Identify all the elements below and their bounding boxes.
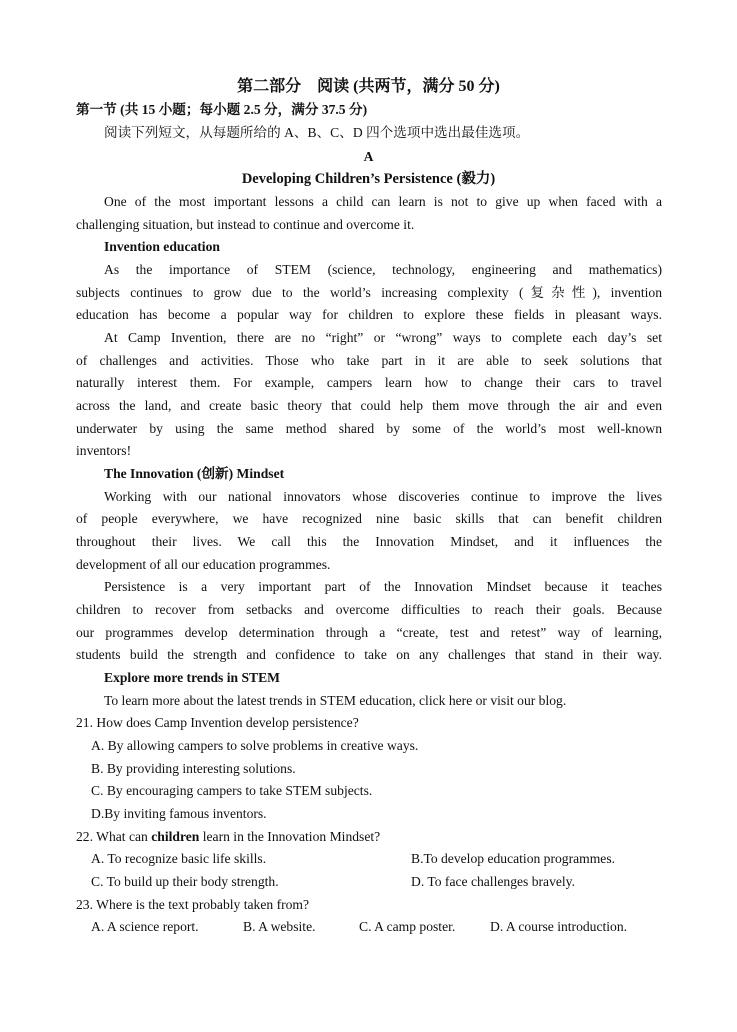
paragraph-line: To learn more about the latest trends in STEM education, click here or visit our blog. (104, 693, 567, 708)
paragraph-line: of people everywhere, we have recognized nine basic skills that can benefit children (76, 511, 662, 526)
section-heading: Explore more trends in STEM (104, 670, 280, 685)
paragraph-line: students build the strength and confidence to take on any challenges that stand in their way. (76, 647, 662, 662)
passage-title: Developing Children’s Persistence (毅力) (241, 171, 496, 187)
paragraph-line: our programmes develop determination through a “create, test and retest” way of learning, (76, 625, 662, 640)
paragraph-line: As the importance of STEM (science, technology, engineering and mathematics) (104, 262, 662, 277)
intro-line: One of the most important lessons a child can learn is not to give up when faced with a (104, 194, 662, 209)
section-heading: The Innovation (创新) Mindset (104, 466, 285, 481)
paragraph-line: inventors! (76, 443, 132, 458)
instruction: 阅读下列短文，从每题所给的 A、B、C、D 四个选项中选出最佳选项。 (104, 125, 530, 140)
answer-option[interactable]: B.To develop education programmes. (411, 851, 616, 866)
paragraph-line: of challenges and activities. Those who take part in it are able to seek solutions that (76, 353, 662, 368)
question-stem-text: 22. What can (76, 829, 152, 844)
question-stem-emphasis: children (151, 829, 200, 844)
paragraph-line: education has become a popular way for children to explore these fields in pleasant ways. (76, 307, 662, 322)
passage-letter: A (363, 149, 374, 164)
answer-option[interactable]: C. A camp poster. (359, 919, 456, 934)
paragraph-line: children to recover from setbacks and overcome difficulties to reach their goals. Because (76, 602, 662, 617)
question-stem (76, 828, 662, 846)
part-title: 第二部分 阅读 (共两节，满分 50 分) (237, 78, 500, 95)
question-stem: 23. Where is the text probably taken from? (76, 897, 310, 912)
paragraph-line: subjects continues to grow due to the world’s increasing complexity (复杂性), invention (76, 285, 662, 300)
answer-option[interactable]: D. To face challenges bravely. (411, 874, 575, 889)
paragraph-line: across the land, and create basic theory that could help them move through the air and even (76, 398, 662, 413)
answer-option[interactable]: A. To recognize basic life skills. (91, 851, 267, 866)
answer-option[interactable]: A. By allowing campers to solve problems in creative ways. (91, 738, 419, 753)
question-stem: 21. How does Camp Invention develop persistence? (76, 715, 359, 730)
answer-option[interactable]: D. A course introduction. (490, 919, 628, 934)
answer-option[interactable]: A. A science report. (91, 919, 199, 934)
answer-option[interactable]: B. By providing interesting solutions. (91, 761, 296, 776)
intro-line: challenging situation, but instead to continue and overcome it. (76, 217, 415, 232)
question-stem-text: learn in the Innovation Mindset? (199, 829, 381, 844)
paragraph-line: development of all our education programmes. (76, 557, 331, 572)
paragraph-line: underwater by using the same method shared by some of the world’s most well-known (76, 421, 662, 436)
answer-option[interactable]: C. To build up their body strength. (91, 874, 279, 889)
answer-option[interactable]: B. A website. (243, 919, 316, 934)
section-heading: Invention education (104, 239, 220, 254)
answer-option[interactable]: D.By inviting famous inventors. (91, 806, 267, 821)
paragraph-line: Working with our national innovators whose discoveries continue to improve the lives (104, 489, 662, 504)
paragraph-line: throughout their lives. We call this the Innovation Mindset, and it influences the (76, 534, 662, 549)
section-title: 第一节 (共 15 小题；每小题 2.5 分，满分 37.5 分) (76, 102, 368, 117)
paragraph-line: naturally interest them. For example, campers learn how to change their cars to travel (76, 375, 662, 390)
paragraph-line: At Camp Invention, there are no “right” or “wrong” ways to complete each day’s set (104, 330, 662, 345)
answer-option[interactable]: C. By encouraging campers to take STEM subjects. (91, 783, 373, 798)
paragraph-line: Persistence is a very important part of the Innovation Mindset because it teaches (104, 579, 662, 594)
